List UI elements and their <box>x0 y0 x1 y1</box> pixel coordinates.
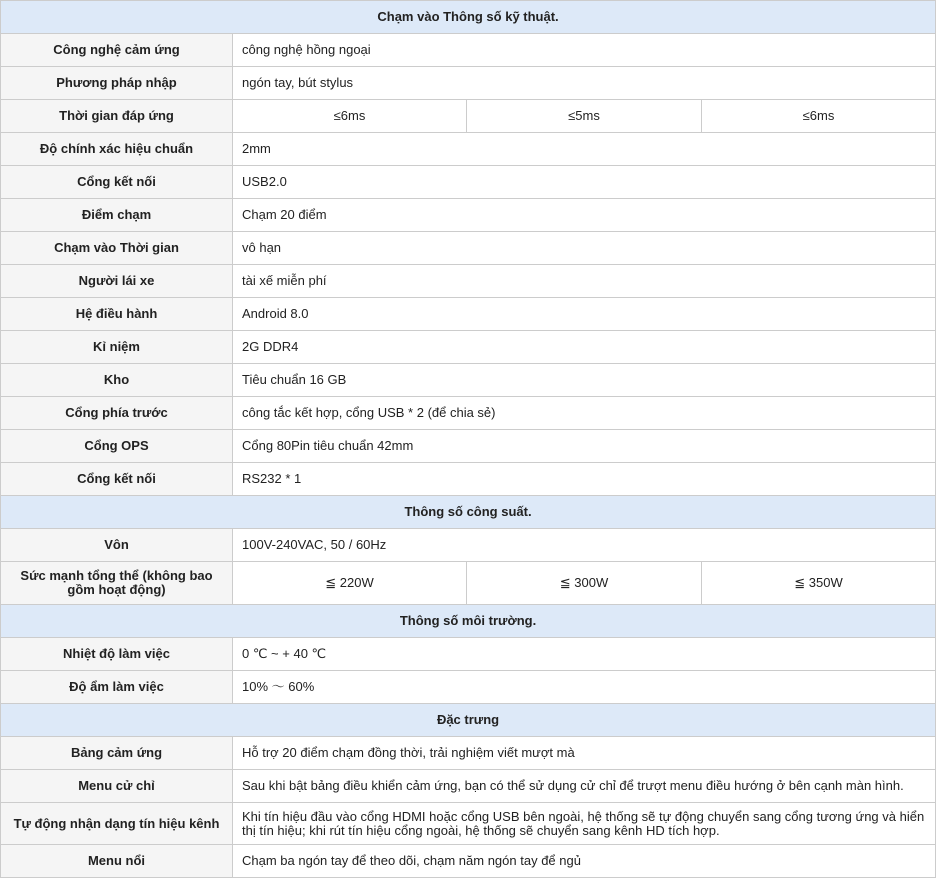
row-value: USB2.0 <box>233 166 936 199</box>
row-value: vô hạn <box>233 232 936 265</box>
table-row <box>1 397 936 430</box>
table-row <box>1 166 936 199</box>
table-row <box>1 34 936 67</box>
table-row <box>1 232 936 265</box>
table-row <box>1 199 936 232</box>
row-value: Cổng 80Pin tiêu chuẩn 42mm <box>233 430 936 463</box>
row-label: Menu nổi <box>1 845 233 878</box>
row-value: ≦ 300W <box>467 562 702 605</box>
table-row <box>1 364 936 397</box>
row-value: 2G DDR4 <box>233 331 936 364</box>
row-label: Vôn <box>1 529 233 562</box>
row-value: ≦ 350W <box>702 562 936 605</box>
row-label: Phương pháp nhập <box>1 67 233 100</box>
table-row <box>1 803 936 845</box>
table-row <box>1 67 936 100</box>
row-label: Bảng cảm ứng <box>1 737 233 770</box>
row-label: Chạm vào Thời gian <box>1 232 233 265</box>
table-row <box>1 671 936 704</box>
section-title: Thông số môi trường. <box>1 605 936 638</box>
row-value: Sau khi bật bảng điều khiển cảm ứng, bạn có thể sử dụng cử chỉ để trượt menu điều hướng ở bên cạnh màn hình. <box>233 770 936 803</box>
section-header-features <box>1 704 936 737</box>
table-row <box>1 331 936 364</box>
row-label: Độ ẩm làm việc <box>1 671 233 704</box>
row-value: Hỗ trợ 20 điểm chạm đồng thời, trải nghiệm viết mượt mà <box>233 737 936 770</box>
section-title: Đặc trưng <box>1 704 936 737</box>
section-header-environment <box>1 605 936 638</box>
row-value: công nghệ hồng ngoại <box>233 34 936 67</box>
row-label: Công nghệ cảm ứng <box>1 34 233 67</box>
row-value: Android 8.0 <box>233 298 936 331</box>
table-row <box>1 430 936 463</box>
row-value: 2mm <box>233 133 936 166</box>
table-row <box>1 638 936 671</box>
row-value: 0 ℃ ~ + 40 ℃ <box>233 638 936 671</box>
table-row <box>1 529 936 562</box>
section-header-touch <box>1 1 936 34</box>
table-row <box>1 100 936 133</box>
row-value: ≦ 220W <box>233 562 467 605</box>
row-value: 10% ～ 60% <box>233 671 936 704</box>
row-label: Cổng OPS <box>1 430 233 463</box>
row-value: ≤6ms <box>233 100 467 133</box>
row-value: công tắc kết hợp, cổng USB * 2 (để chia sẻ) <box>233 397 936 430</box>
row-label: Độ chính xác hiệu chuẩn <box>1 133 233 166</box>
row-label: Kỉ niệm <box>1 331 233 364</box>
row-label: Cổng kết nối <box>1 166 233 199</box>
row-value: ≤5ms <box>467 100 702 133</box>
table-row <box>1 737 936 770</box>
row-value: tài xế miễn phí <box>233 265 936 298</box>
section-title: Chạm vào Thông số kỹ thuật. <box>1 1 936 34</box>
row-value: RS232 * 1 <box>233 463 936 496</box>
row-value: Chạm ba ngón tay để theo dõi, chạm năm ngón tay để ngủ <box>233 845 936 878</box>
row-label: Thời gian đáp ứng <box>1 100 233 133</box>
table-row <box>1 463 936 496</box>
row-label: Cổng kết nối <box>1 463 233 496</box>
table-row <box>1 770 936 803</box>
section-title: Thông số công suất. <box>1 496 936 529</box>
row-label: Sức mạnh tổng thể (không bao gồm hoạt động) <box>1 562 233 605</box>
row-label: Tự động nhận dạng tín hiệu kênh <box>1 803 233 845</box>
table-row <box>1 265 936 298</box>
table-row <box>1 298 936 331</box>
row-label: Cổng phía trước <box>1 397 233 430</box>
row-label: Nhiệt độ làm việc <box>1 638 233 671</box>
table-row <box>1 133 936 166</box>
row-value: 100V-240VAC, 50 / 60Hz <box>233 529 936 562</box>
row-label: Kho <box>1 364 233 397</box>
row-label: Menu cử chỉ <box>1 770 233 803</box>
row-value: Khi tín hiệu đầu vào cổng HDMI hoặc cổng USB bên ngoài, hệ thống sẽ tự động chuyển sang cổng tương ứng và hiển thị tín hiệu; khi rút tín hiệu cổng ngoài, hệ thống sẽ chuyển sang kênh HD tích hợp. <box>233 803 936 845</box>
table-row <box>1 845 936 878</box>
table-row <box>1 562 936 605</box>
row-label: Hệ điều hành <box>1 298 233 331</box>
row-value: ≤6ms <box>702 100 936 133</box>
row-value: ngón tay, bút stylus <box>233 67 936 100</box>
section-header-power <box>1 496 936 529</box>
row-value: Chạm 20 điểm <box>233 199 936 232</box>
row-value: Tiêu chuẩn 16 GB <box>233 364 936 397</box>
row-label: Điểm chạm <box>1 199 233 232</box>
row-label: Người lái xe <box>1 265 233 298</box>
